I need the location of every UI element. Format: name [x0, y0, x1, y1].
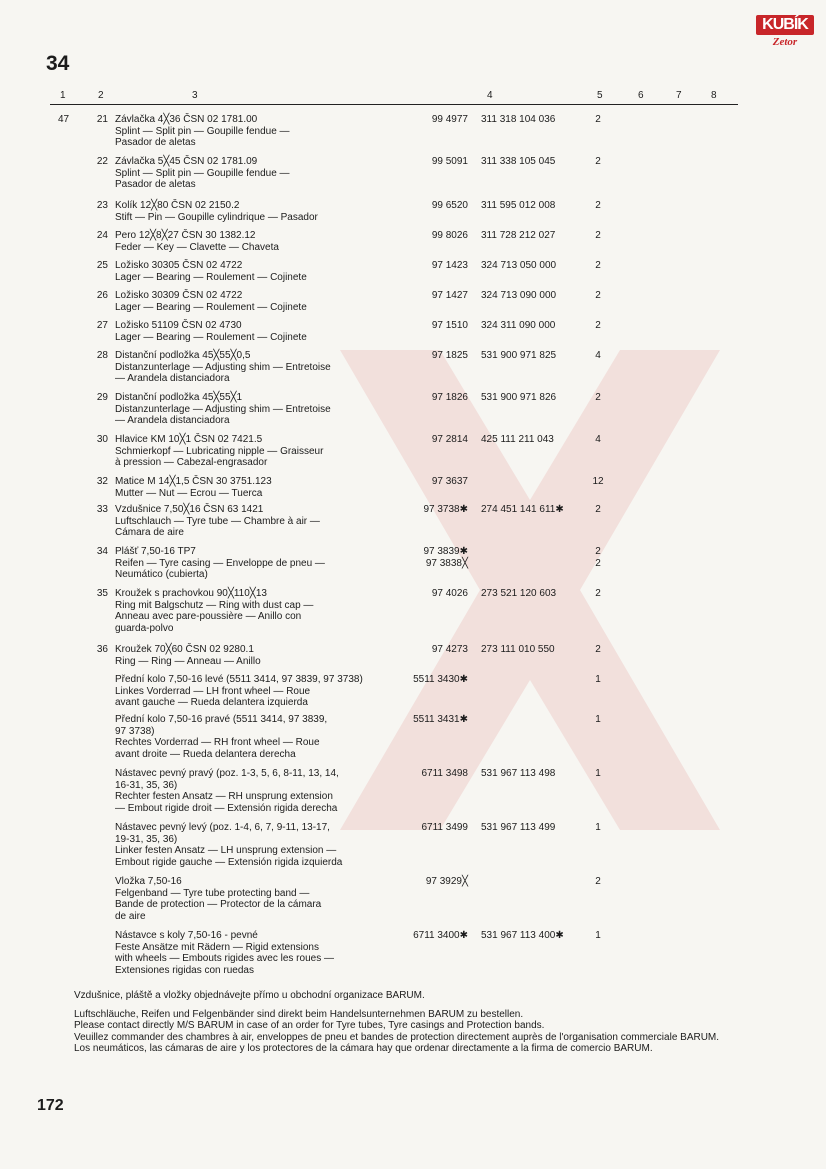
description-line: Bande de protection — Protector de la cámara: [115, 899, 322, 910]
quantity: 2: [595, 876, 601, 887]
part-number: 97 2814: [431, 434, 468, 445]
description-line: guarda-polvo: [115, 622, 174, 634]
catalog-number: 531 967 113 498: [481, 768, 556, 779]
description-line: with wheels — Embouts rigides avec les roues —: [115, 953, 334, 964]
item-description: [115, 200, 318, 223]
description-line: Nástavce s koly 7,50-16 - pevné: [115, 930, 258, 941]
quantity: 2: [595, 504, 601, 515]
item-number: 36: [96, 644, 108, 655]
description-line: Luftschlauch — Tyre tube — Chambre à air —: [115, 515, 320, 527]
note-fr: Veuillez commander des chambres à air, enveloppes de pneu et bandes de protection directement auprès de l'organisation commerciale BARUM.: [74, 1031, 720, 1043]
description-line: de aire: [115, 910, 146, 922]
part-number: 97 1423: [431, 260, 468, 271]
quantity: 2: [595, 156, 601, 167]
description-line: Matice M 14╳1,5 ČSN 30 3751.123: [115, 476, 272, 487]
catalog-number: 324 311 090 000: [481, 320, 556, 331]
description-line: Ložisko 30305 ČSN 02 4722: [115, 260, 243, 271]
part-number: 6711 3400✱: [413, 930, 468, 941]
description-line: Plášť 7,50-16 TP7: [115, 546, 196, 557]
description-line: Neumático (cubierta): [115, 569, 208, 580]
item-number: 22: [96, 156, 108, 167]
part-number: 5511 3430✱: [413, 674, 468, 685]
quantity: 1: [595, 674, 601, 685]
item-description: [115, 546, 325, 581]
catalog-number: 273 111 010 550: [481, 644, 555, 655]
item-number: 32: [96, 476, 108, 487]
description-line: Přední kolo 7,50-16 levé (5511 3414, 97 3839, 97 3738): [115, 674, 363, 685]
description-line: Splint — Split pin — Goupille fendue —: [115, 125, 290, 137]
note-de: Luftschläuche, Reifen und Felgenbänder sind direkt beim Handelsunternehmen BARUM zu bestellen.: [74, 1008, 524, 1020]
column-header-5: 5: [597, 90, 603, 101]
item-number: 30: [96, 434, 108, 445]
part-number: 99 5091: [431, 156, 468, 167]
item-description: [115, 876, 321, 922]
kubik-zetor-logo: [756, 15, 814, 48]
column-header-2: 2: [98, 90, 104, 101]
item-description: [115, 504, 320, 539]
catalog-number: 324 713 050 000: [481, 260, 557, 271]
description-line: Ložisko 51109 ČSN 02 4730: [115, 320, 242, 331]
catalog-number: 425 111 211 043: [481, 434, 554, 445]
quantity: 2: [595, 200, 601, 211]
part-number: 5511 3431✱: [413, 714, 468, 725]
description-line: Stift — Pin — Goupille cylindrique — Pasador: [115, 211, 318, 223]
description-line: Nástavec pevný pravý (poz. 1-3, 5, 6, 8-11, 13, 14,: [115, 768, 339, 779]
column-header-7: 7: [676, 90, 682, 101]
description-line: Vzdušnice 7,50╳16 ČSN 63 1421: [115, 504, 264, 515]
item-description: [115, 768, 339, 814]
description-line: — Arandela distanciadora: [115, 373, 230, 384]
description-line: Nástavec pevný levý (poz. 1-4, 6, 7, 9-11, 13-17,: [115, 822, 330, 833]
item-number: 29: [96, 392, 108, 403]
catalog-number: 531 967 113 499: [481, 822, 556, 833]
description-line: à pression — Cabezal-engrasador: [115, 457, 268, 468]
item-description: [115, 674, 363, 709]
item-number: 35: [96, 588, 108, 599]
column-header-6: 6: [638, 90, 644, 101]
description-line: Závlačka 5╳45 ČSN 02 1781.09: [115, 156, 258, 167]
column-header-1: 1: [60, 90, 66, 101]
catalog-number: 324 713 090 000: [481, 290, 557, 301]
quantity: 2: [595, 588, 601, 599]
description-line: Vložka 7,50-16: [115, 876, 182, 887]
item-number: 23: [96, 200, 108, 211]
quantity: 4: [595, 434, 601, 445]
note-cz: Vzdušnice, pláště a vložky objednávejte přímo u obchodní organizace BARUM.: [74, 990, 425, 1001]
item-description: [115, 320, 307, 343]
part-number: 99 4977: [431, 114, 468, 125]
description-line: Rechter festen Ansatz — RH unsprung extension: [115, 791, 333, 802]
quantity: 2: [595, 290, 601, 301]
part-number: 97 3738✱: [423, 504, 468, 515]
logo-zetor-text: Zetor: [772, 36, 798, 48]
description-line: Linker festen Ansatz — LH unsprung extension —: [115, 845, 337, 856]
part-number: 97 1510: [431, 320, 468, 331]
part-number: 97 1825: [431, 350, 468, 361]
note-en: Please contact directly M/S BARUM in case of an order for Tyre tubes, Tyre casings and Protection bands.: [74, 1020, 545, 1031]
item-description: [115, 822, 342, 868]
item-number: 33: [96, 504, 108, 515]
description-line: Ring mit Balgschutz — Ring with dust cap —: [115, 599, 314, 611]
catalog-number: 311 728 212 027: [481, 230, 556, 241]
item-description: [115, 476, 272, 499]
description-line: Ring — Ring — Anneau — Anillo: [115, 655, 261, 667]
description-line: Pasador de aletas: [115, 179, 196, 190]
item-number: 34: [96, 546, 108, 557]
quantity: 1: [595, 930, 601, 941]
quantity: 2 2: [595, 546, 601, 569]
item-number: 28: [96, 350, 108, 361]
ordering-notes: [74, 990, 730, 1055]
description-line: Cámara de aire: [115, 527, 184, 538]
item-description: [115, 644, 261, 667]
quantity: 2: [595, 230, 601, 241]
quantity: 1: [595, 768, 601, 779]
catalog-number: 311 595 012 008: [481, 200, 556, 211]
catalog-number: 531 900 971 826: [481, 392, 557, 403]
quantity: 1: [595, 714, 601, 725]
item-description: [115, 588, 313, 634]
item-description: [115, 714, 327, 760]
item-number: 26: [96, 290, 108, 301]
quantity: 2: [595, 320, 601, 331]
description-line: Pasador de aletas: [115, 137, 196, 148]
description-line: Felgenband — Tyre tube protecting band —: [115, 887, 310, 899]
description-line: Reifen — Tyre casing — Enveloppe de pneu —: [115, 557, 325, 569]
description-line: Schmierkopf — Lubricating nipple — Graisseur: [115, 445, 324, 457]
item-description: [115, 156, 290, 191]
quantity: 2: [595, 260, 601, 271]
description-line: Distanční podložka 45╳55╳0,5: [115, 350, 251, 361]
part-number: 97 1826: [431, 392, 468, 403]
note-es: Los neumáticos, las cámaras de aire y los protectores de la cámara hay que ordenar directamente a la firma de comercio BARUM.: [74, 1043, 653, 1054]
part-number: 6711 3498: [421, 768, 468, 779]
item-description: [115, 260, 307, 283]
description-line: Distanční podložka 45╳55╳1: [115, 392, 243, 403]
description-line: Kroužek 70╳60 ČSN 02 9280.1: [115, 644, 254, 655]
quantity: 2: [595, 114, 601, 125]
description-line: 16-31, 35, 36): [115, 779, 178, 791]
item-number: 21: [96, 114, 108, 125]
description-line: Hlavice KM 10╳1 ČSN 02 7421.5: [115, 434, 263, 445]
item-number: 27: [96, 320, 108, 331]
description-line: Lager — Bearing — Roulement — Cojinete: [115, 331, 307, 343]
description-line: Mutter — Nut — Ecrou — Tuerca: [115, 487, 263, 499]
description-line: Ložisko 30309 ČSN 02 4722: [115, 290, 243, 301]
part-number: 97 3839✱ 97 3838╳: [423, 546, 468, 569]
part-number: 97 1427: [431, 290, 468, 301]
description-line: Přední kolo 7,50-16 pravé (5511 3414, 97 3839,: [115, 714, 328, 725]
description-line: — Embout rigide droit — Extensión rigida derecha: [115, 802, 338, 814]
header-rule: [50, 104, 738, 105]
column-header-4: 4: [487, 90, 493, 101]
item-number: 25: [96, 260, 108, 271]
item-description: [115, 290, 307, 313]
description-line: 97 3738): [115, 725, 155, 737]
catalog-number: 311 318 104 036: [481, 114, 556, 125]
quantity: 2: [595, 392, 601, 403]
logo-kubik-text: KUBÍK: [756, 15, 814, 35]
column-header-3: 3: [192, 90, 198, 101]
part-number: 97 4273: [431, 644, 468, 655]
section-number: 34: [46, 52, 70, 75]
description-line: Embout rigide gauche — Extensión rigida izquierda: [115, 856, 343, 868]
description-line: avant droite — Rueda delantera derecha: [115, 748, 296, 760]
catalog-number: 274 451 141 611✱: [481, 504, 564, 515]
item-number: 24: [96, 230, 108, 241]
description-line: Feste Ansätze mit Rädern — Rigid extensions: [115, 941, 319, 953]
quantity: 4: [595, 350, 601, 361]
quantity: 12: [592, 476, 604, 487]
catalog-number: 531 900 971 825: [481, 350, 557, 361]
description-line: Distanzunterlage — Adjusting shim — Entretoise: [115, 361, 331, 373]
item-description: [115, 930, 334, 976]
item-description: [115, 392, 331, 427]
description-line: Kolík 12╳80 ČSN 02 2150.2: [115, 200, 240, 211]
description-line: Distanzunterlage — Adjusting shim — Entretoise: [115, 403, 331, 415]
part-number: 97 3637: [431, 476, 468, 487]
item-description: [115, 434, 323, 469]
description-line: avant gauche — Rueda delantera izquierda: [115, 697, 308, 708]
item-description: [115, 114, 290, 149]
part-number: 6711 3499: [421, 822, 468, 833]
catalog-number: 311 338 105 045: [481, 156, 556, 167]
description-line: 19-31, 35, 36): [115, 833, 178, 845]
position-number: 47: [58, 114, 70, 125]
catalog-number: 531 967 113 400✱: [481, 930, 564, 941]
quantity: 2: [595, 644, 601, 655]
part-number: 99 6520: [431, 200, 468, 211]
item-description: [115, 350, 331, 385]
description-line: Linkes Vorderrad — LH front wheel — Roue: [115, 685, 311, 697]
part-number: 97 4026: [431, 588, 468, 599]
part-number: 99 8026: [431, 230, 468, 241]
description-line: Kroužek s prachovkou 90╳110╳13: [115, 588, 267, 599]
description-line: Pero 12╳8╳27 ČSN 30 1382.12: [115, 230, 256, 241]
part-number: 97 3929╳: [425, 876, 468, 887]
description-line: Extensiones rigidas con ruedas: [115, 964, 254, 976]
page-number: 172: [37, 1097, 64, 1114]
description-line: — Arandela distanciadora: [115, 415, 230, 426]
item-description: [115, 230, 279, 253]
column-header-8: 8: [711, 90, 717, 101]
quantity: 1: [595, 822, 601, 833]
description-line: Rechtes Vorderrad — RH front wheel — Roue: [115, 737, 320, 748]
description-line: Závlačka 4╳36 ČSN 02 1781.00: [115, 114, 258, 125]
description-line: Anneau avec pare-poussière — Anillo con: [115, 611, 302, 622]
catalog-number: 273 521 120 603: [481, 588, 557, 599]
description-line: Lager — Bearing — Roulement — Cojinete: [115, 301, 307, 313]
description-line: Feder — Key — Clavette — Chaveta: [115, 241, 279, 253]
description-line: Lager — Bearing — Roulement — Cojinete: [115, 271, 307, 283]
description-line: Splint — Split pin — Goupille fendue —: [115, 167, 290, 179]
